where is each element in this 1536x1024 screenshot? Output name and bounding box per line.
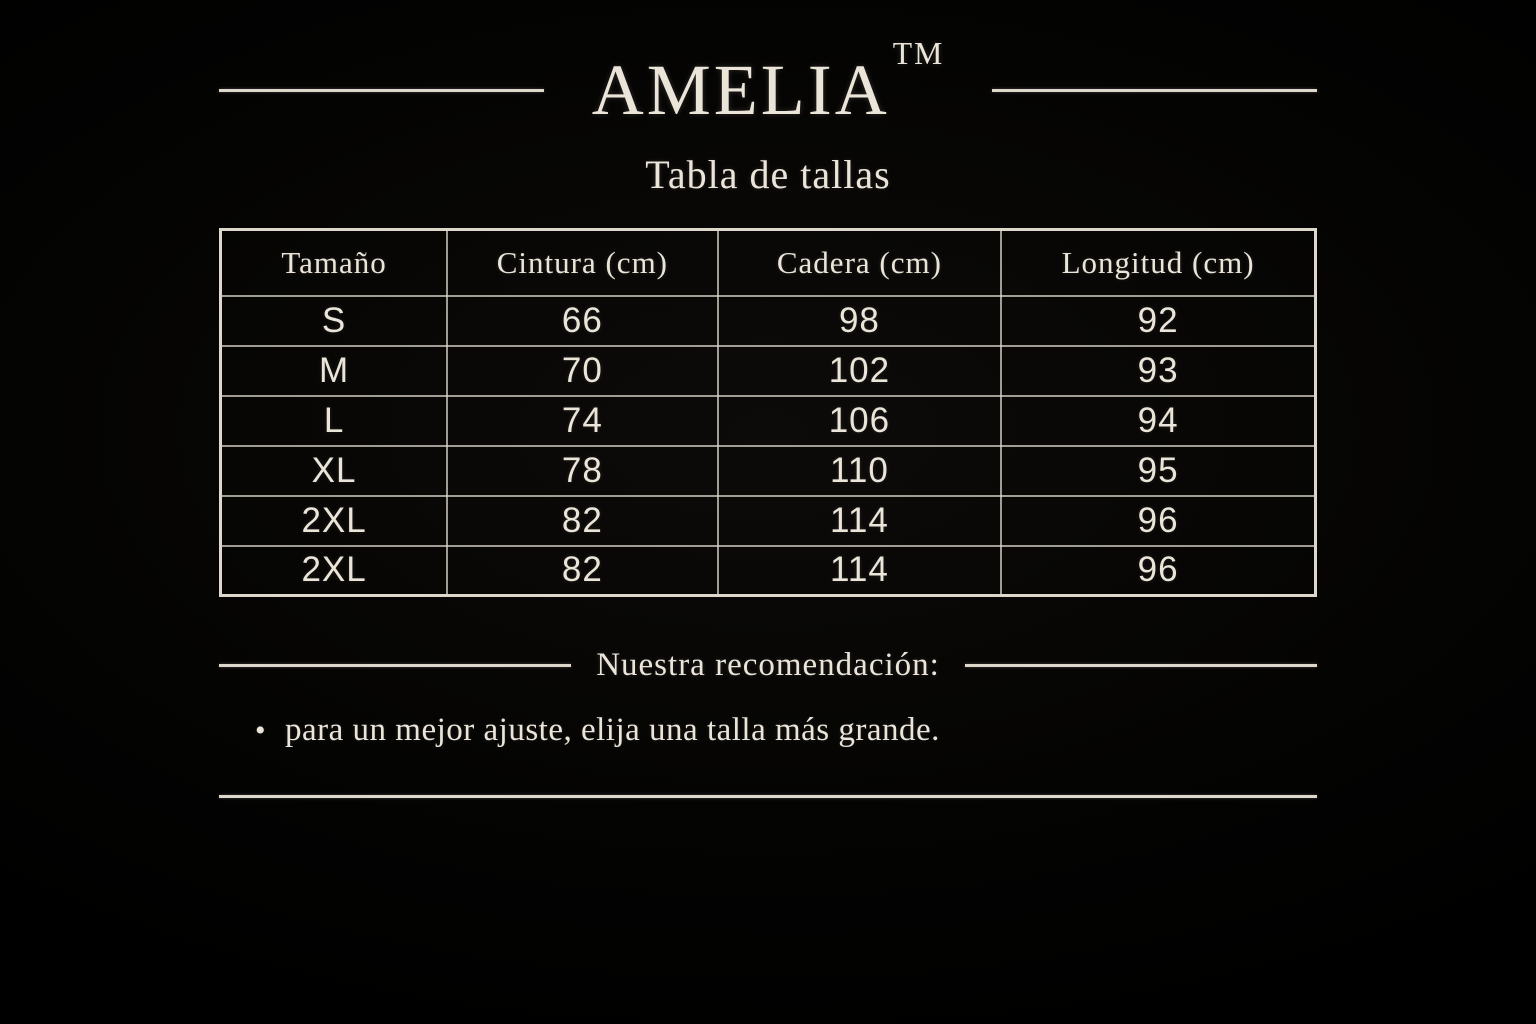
column-header-hip: Cadera (cm) xyxy=(718,230,1002,296)
recommendation-right-rule xyxy=(965,664,1317,667)
length-cell: 95 xyxy=(1001,446,1315,496)
hip-cell: 102 xyxy=(718,346,1002,396)
column-header-size: Tamaño xyxy=(221,230,448,296)
size-chart-table xyxy=(219,228,1317,597)
column-header-waist: Cintura (cm) xyxy=(447,230,717,296)
bullet-icon: • xyxy=(255,714,267,747)
brand-header xyxy=(219,36,1317,130)
size-cell: XL xyxy=(221,446,448,496)
length-cell: 92 xyxy=(1001,296,1315,346)
length-cell: 94 xyxy=(1001,396,1315,446)
waist-cell: 70 xyxy=(447,346,717,396)
size-chart-page xyxy=(219,0,1317,798)
table-row xyxy=(221,546,1316,596)
length-cell: 93 xyxy=(1001,346,1315,396)
table-row xyxy=(221,446,1316,496)
size-cell: 2XL xyxy=(221,546,448,596)
waist-cell: 78 xyxy=(447,446,717,496)
hip-cell: 98 xyxy=(718,296,1002,346)
chart-title: Tabla de tallas xyxy=(645,152,891,197)
waist-cell: 66 xyxy=(447,296,717,346)
table-row xyxy=(221,296,1316,346)
recommendation-header xyxy=(219,647,1317,684)
column-header-length: Longitud (cm) xyxy=(1001,230,1315,296)
waist-cell: 82 xyxy=(447,546,717,596)
waist-cell: 74 xyxy=(447,396,717,446)
length-cell: 96 xyxy=(1001,496,1315,546)
hip-cell: 106 xyxy=(718,396,1002,446)
brand-left-rule xyxy=(219,89,544,92)
size-cell: L xyxy=(221,396,448,446)
hip-cell: 110 xyxy=(718,446,1002,496)
recommendation-item xyxy=(219,712,1317,749)
table-row xyxy=(221,346,1316,396)
recommendation-text: para un mejor ajuste, elija una talla más grande. xyxy=(285,712,940,748)
table-row xyxy=(221,496,1316,546)
recommendation-left-rule xyxy=(219,664,571,667)
brand-right-rule xyxy=(992,89,1317,92)
table-header-row xyxy=(221,230,1316,296)
waist-cell: 82 xyxy=(447,496,717,546)
brand-name-text: AMELIA xyxy=(591,50,890,130)
bottom-divider xyxy=(219,795,1317,798)
table-row xyxy=(221,396,1316,446)
size-cell: 2XL xyxy=(221,496,448,546)
length-cell: 96 xyxy=(1001,546,1315,596)
size-cell: M xyxy=(221,346,448,396)
hip-cell: 114 xyxy=(718,546,1002,596)
hip-cell: 114 xyxy=(718,496,1002,546)
trademark-symbol: TM xyxy=(892,36,945,72)
recommendation-heading: Nuestra recomendación: xyxy=(596,647,940,683)
size-cell: S xyxy=(221,296,448,346)
brand-name xyxy=(591,36,945,130)
